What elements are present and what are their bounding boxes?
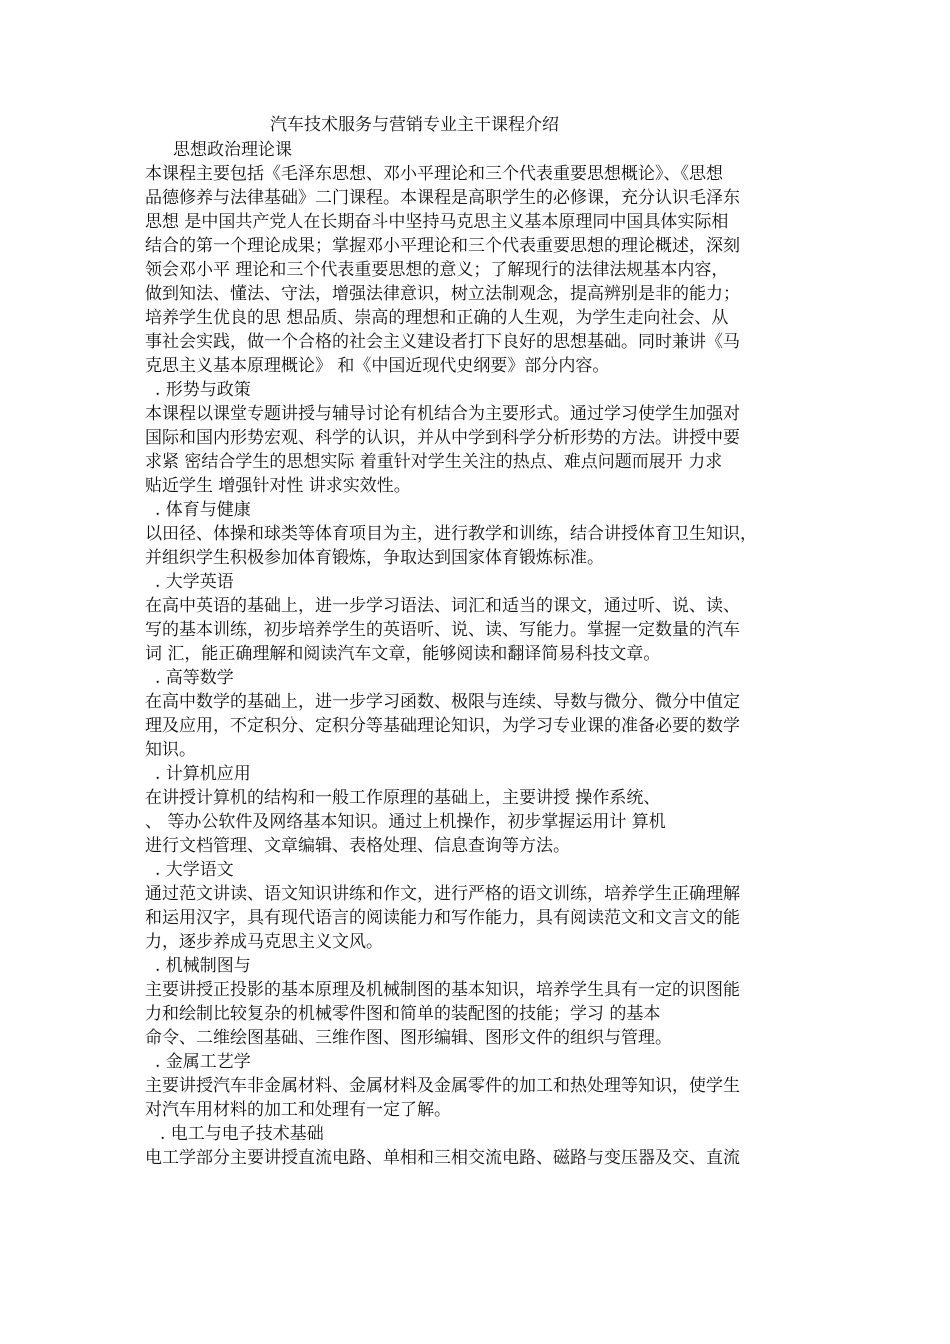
course-section xyxy=(145,1050,810,1122)
body-text-line: 力和绘制比较复杂的机械零件图和简单的装配图的技能；学习 的基本 xyxy=(145,1004,661,1024)
body-text-line: 在讲授计算机的结构和一般工作原理的基础上，主要讲授 操作系统、 xyxy=(145,788,661,808)
body-text-line: 力，逐步养成马克思主义文风。 xyxy=(145,932,383,952)
course-section xyxy=(145,954,810,1050)
body-text-line: 写的基本训练，初步培养学生的英语听、说、读、写能力。掌握一定数量的汽车 xyxy=(145,620,740,640)
body-text-line: 克思主义基本原理概论》 和《中国近现代史纲要》部分内容。 xyxy=(145,356,610,376)
course-section xyxy=(145,498,810,570)
body-text-line: 贴近学生 增强针对性 讲求实效性。 xyxy=(145,476,411,496)
body-text-line: 和运用汉字，具有现代语言的阅读能力和写作能力，具有阅读范文和文言文的能 xyxy=(145,908,740,928)
section-heading: . 形势与政策 xyxy=(155,380,251,400)
course-section xyxy=(145,666,810,762)
body-text-line: 并组织学生积极参加体育锻炼，争取达到国家体育锻炼标准。 xyxy=(145,548,604,568)
body-text-line: 命令、二维绘图基础、三维作图、图形编辑、图形文件的组织与管理。 xyxy=(145,1028,672,1048)
body-text-line: 以田径、体操和球类等体育项目为主，进行教学和训练，结合讲授体育卫生知识， xyxy=(145,524,757,544)
body-text-line: 求紧 密结合学生的思想实际 着重针对学生关注的热点、难点问题而展开 力求 xyxy=(145,452,723,472)
body-text-line: 培养学生优良的思 想品质、崇高的理想和正确的人生观，为学生走向社会、从 xyxy=(145,308,729,328)
section-heading: . 大学语文 xyxy=(155,860,234,880)
body-text-line: 进行文档管理、文章编辑、表格处理、信息查询等方法。 xyxy=(145,836,570,856)
body-text-line: 电工学部分主要讲授直流电路、单相和三相交流电路、磁路与变压器及交、直流 xyxy=(145,1148,740,1168)
section-heading: . 计算机应用 xyxy=(155,764,251,784)
body-text-line: 结合的第一个理论成果；掌握邓小平理论和三个代表重要思想的理论概述，深刻 xyxy=(145,236,740,256)
course-section xyxy=(145,762,810,858)
body-text-line: 事社会实践，做一个合格的社会主义建设者打下良好的思想基础。同时兼讲《马 xyxy=(145,332,740,352)
course-section xyxy=(145,138,810,378)
body-text-line: 词 汇，能正确理解和阅读汽车文章，能够阅读和翻译简易科技文章。 xyxy=(145,644,661,664)
body-text-line: 对汽车用材料的加工和处理有一定了解。 xyxy=(145,1100,451,1120)
course-section xyxy=(145,378,810,498)
course-section xyxy=(145,570,810,666)
body-text-line: 本课程以课堂专题讲授与辅导讨论有机结合为主要形式。通过学习使学生加强对 xyxy=(145,404,740,424)
body-text-line: 领会邓小平 理论和三个代表重要思想的意义；了解现行的法律法规基本内容， xyxy=(145,260,729,280)
body-text-line: 做到知法、懂法、守法，增强法律意识，树立法制观念，提高辨别是非的能力； xyxy=(145,284,740,304)
course-section xyxy=(145,858,810,954)
section-heading: 思想政治理论课 xyxy=(173,140,292,160)
section-heading: . 金属工艺学 xyxy=(155,1052,251,1072)
body-text-line: 主要讲授正投影的基本原理及机械制图的基本知识，培养学生具有一定的识图能 xyxy=(145,980,740,1000)
body-text-line: 国际和国内形势宏观、科学的认识，并从中学到科学分析形势的方法。讲授中要 xyxy=(145,428,740,448)
body-text-line: 品德修养与法律基础》二门课程。本课程是高职学生的必修课，充分认识毛泽东 xyxy=(145,188,740,208)
document-title: 汽车技术服务与营销专业主干课程介绍 xyxy=(270,115,559,135)
section-heading: . 机械制图与 xyxy=(155,956,251,976)
document-body xyxy=(145,112,810,1170)
body-text-line: 在高中英语的基础上，进一步学习语法、词汇和适当的课文，通过听、说、读、 xyxy=(145,596,740,616)
course-section xyxy=(145,1122,810,1170)
sections-container xyxy=(145,138,810,1170)
section-heading: . 大学英语 xyxy=(155,572,234,592)
section-heading: . 高等数学 xyxy=(155,668,234,688)
section-heading: . 体育与健康 xyxy=(155,500,251,520)
body-text-line: 在高中数学的基础上，进一步学习函数、极限与连续、导数与微分、微分中值定 xyxy=(145,692,740,712)
body-text-line: 知识。 xyxy=(145,740,196,760)
body-text-line: 、 等办公软件及网络基本知识。通过上机操作，初步掌握运用计 算机 xyxy=(145,812,666,832)
body-text-line: 理及应用，不定积分、定积分等基础理论知识，为学习专业课的准备必要的数学 xyxy=(145,716,740,736)
body-text-line: 主要讲授汽车非金属材料、金属材料及金属零件的加工和热处理等知识，使学生 xyxy=(145,1076,740,1096)
body-text-line: 思想 是中国共产党人在长期奋斗中坚持马克思主义基本原理同中国具体实际相 xyxy=(145,212,729,232)
body-text-line: 本课程主要包括《毛泽东思想、邓小平理论和三个代表重要思想概论》、《思想 xyxy=(145,164,723,184)
section-heading: . 电工与电子技术基础 xyxy=(160,1124,324,1144)
body-text-line: 通过范文讲读、语文知识讲练和作文，进行严格的语文训练，培养学生正确理解 xyxy=(145,884,740,904)
